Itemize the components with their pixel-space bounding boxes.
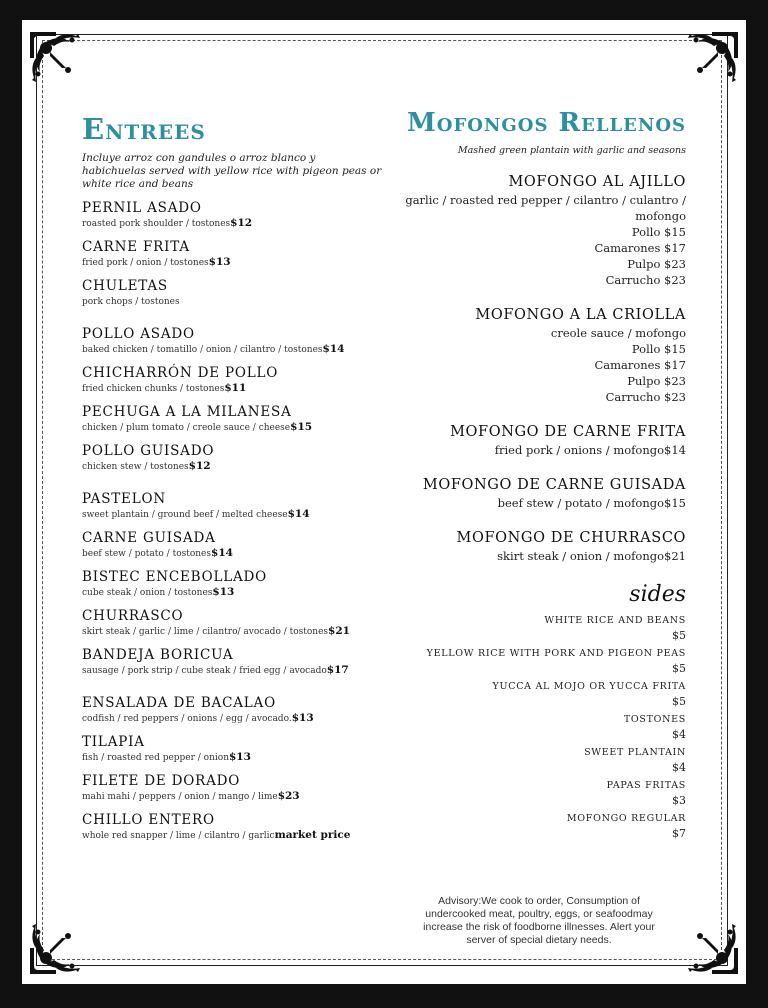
item-name: MOFONGO AL AJILLO <box>508 174 686 190</box>
item-description <box>82 421 382 435</box>
item-desc-text: cube steak / onion / tostones <box>82 588 213 598</box>
item-desc-text: roasted pork shoulder / tostones <box>82 219 231 229</box>
protein-option <box>402 357 686 373</box>
option-price: $15 <box>664 225 686 239</box>
item-desc-text: chicken stew / tostones <box>82 462 189 472</box>
item-price: $14 <box>211 547 233 559</box>
menu-item <box>82 568 382 600</box>
item-name: MOFONGO A LA CRIOLLA <box>475 307 686 323</box>
side-price: $5 <box>672 662 686 675</box>
side-item <box>402 778 686 809</box>
item-name: TILAPIA <box>82 734 145 750</box>
item-desc-text: sweet plantain / ground beef / melted cheese <box>82 510 288 520</box>
menu-item <box>82 733 382 765</box>
menu-item <box>82 529 382 561</box>
menu-item <box>82 607 382 639</box>
option-label: Pulpo <box>627 374 661 388</box>
mofongos-title: Mofongos Rellenos <box>407 108 686 138</box>
item-desc-text: fried pork / onion / tostones <box>82 258 209 268</box>
option-price: $23 <box>664 390 686 404</box>
side-name: TOSTONES <box>623 714 686 725</box>
item-desc-text: baked chicken / tomatillo / onion / cilantro / tostones <box>82 345 323 355</box>
side-name: YUCCA AL MOJO OR YUCCA FRITA <box>492 681 686 692</box>
item-price: $13 <box>291 712 314 724</box>
mofongo-item <box>402 529 686 564</box>
entrees-title: Entrees <box>82 112 206 146</box>
item-name: CHULETAS <box>82 278 168 294</box>
menu-item <box>82 490 382 522</box>
item-desc-text: sausage / pork strip / cube steak / fried egg / avocado <box>82 666 327 676</box>
item-price: $23 <box>277 790 300 802</box>
item-desc-text: fried pork / onions / mofongo <box>494 443 665 457</box>
side-item <box>402 712 686 743</box>
item-price: $12 <box>230 217 253 229</box>
item-name: CHICHARRÓN DE POLLO <box>82 365 279 381</box>
item-price: $13 <box>229 751 251 763</box>
option-label: Camarones <box>594 358 661 372</box>
item-description <box>82 664 382 678</box>
menu-item <box>82 646 382 678</box>
item-name: CARNE GUISADA <box>82 530 216 546</box>
side-list <box>402 613 686 842</box>
item-price: $17 <box>326 664 349 676</box>
menu-page <box>22 20 746 984</box>
ornament-corner-icon <box>26 914 90 978</box>
item-desc-text: fried chicken chunks / tostones <box>82 384 225 394</box>
item-name: CHURRASCO <box>82 608 184 624</box>
item-description <box>82 382 382 396</box>
item-price: $14 <box>287 508 310 520</box>
side-name: PAPAS FRITAS <box>606 780 686 791</box>
item-price: market price <box>274 829 351 841</box>
ornament-corner-icon <box>678 914 742 978</box>
option-label: Pollo <box>631 342 661 356</box>
item-name: MOFONGO DE CHURRASCO <box>456 530 686 546</box>
sides-title: sides <box>629 582 686 607</box>
item-price: $13 <box>212 586 235 598</box>
item-desc-text: beef stew / potato / tostones <box>82 549 212 559</box>
item-desc-text: whole red snapper / lime / cilantro / garlic <box>82 831 275 841</box>
side-item <box>402 646 686 677</box>
side-price: $3 <box>672 794 686 807</box>
mofongo-item <box>402 306 686 405</box>
menu-item <box>82 199 382 231</box>
menu-item <box>82 325 382 357</box>
item-desc-text: skirt steak / garlic / lime / cilantro/ avocado / tostones <box>82 627 329 637</box>
menu-item <box>82 277 382 309</box>
item-description <box>82 625 382 639</box>
item-description <box>82 586 382 600</box>
item-name: MOFONGO DE CARNE GUISADA <box>422 477 686 493</box>
option-price: $23 <box>664 273 686 287</box>
advisory-note: Advisory:We cook to order, Consumption of undercooked meat, poultry, eggs, or seafoodmay increase the risk of foodborne illnesses. Alert your server of special dietary needs. <box>423 895 655 946</box>
item-desc-text: mahi mahi / peppers / onion / mango / lime <box>82 792 278 802</box>
entrees-subtitle: Incluye arroz con gandules o arroz blanco y habichuelas served with yellow rice with pigeon peas or white rice and beans <box>82 152 382 190</box>
side-price: $5 <box>672 695 686 708</box>
side-item <box>402 811 686 842</box>
item-price: $14 <box>322 343 345 355</box>
option-label: Pulpo <box>627 257 661 271</box>
side-item <box>402 745 686 776</box>
protein-option <box>402 224 686 240</box>
item-desc-text: pork chops / tostones <box>82 297 180 307</box>
option-price: $23 <box>664 257 686 271</box>
item-description <box>82 829 382 843</box>
option-label: Pollo <box>631 225 661 239</box>
item-desc-text: creole sauce / mofongo <box>550 326 686 340</box>
side-price: $4 <box>672 761 686 774</box>
item-description <box>402 548 686 564</box>
protein-option <box>402 272 686 288</box>
item-price: $21 <box>664 549 686 563</box>
item-name: PECHUGA A LA MILANESA <box>82 404 292 420</box>
item-price: $15 <box>290 421 313 433</box>
item-description <box>82 295 382 309</box>
item-name: BISTEC ENCEBOLLADO <box>82 569 268 585</box>
entrees-section <box>82 112 382 850</box>
item-description <box>82 217 382 231</box>
ornament-corner-icon <box>678 28 742 92</box>
option-label: Carrucho <box>605 390 661 404</box>
item-desc-text: codfish / red peppers / onions / egg / avocado. <box>82 714 292 724</box>
item-description <box>82 790 382 804</box>
mofongo-list <box>402 173 686 564</box>
item-price: $21 <box>328 625 350 637</box>
menu-item <box>82 403 382 435</box>
menu-item <box>82 772 382 804</box>
ornament-corner-icon <box>26 28 90 92</box>
entree-list <box>82 199 382 843</box>
side-item <box>402 613 686 644</box>
item-description <box>402 495 686 511</box>
item-description <box>82 751 382 765</box>
item-description <box>82 712 382 726</box>
item-price: $12 <box>188 460 211 472</box>
item-price: $15 <box>664 496 686 510</box>
item-description <box>82 460 382 474</box>
side-name: MOFONGO REGULAR <box>566 813 686 824</box>
mofongo-item <box>402 476 686 511</box>
item-name: MOFONGO DE CARNE FRITA <box>450 424 686 440</box>
item-desc-text: chicken / plum tomato / creole sauce / cheese <box>82 423 291 433</box>
item-price: $13 <box>208 256 231 268</box>
item-name: CARNE FRITA <box>82 239 190 255</box>
item-desc-text: garlic / roasted red pepper / cilantro / culantro / mofongo <box>405 193 686 223</box>
option-label: Carrucho <box>605 273 661 287</box>
side-name: SWEET PLANTAIN <box>584 747 686 758</box>
item-price: $14 <box>664 443 686 457</box>
item-description <box>402 325 686 341</box>
option-price: $17 <box>664 241 686 255</box>
mofongo-item <box>402 423 686 458</box>
menu-item <box>82 694 382 726</box>
item-name: ENSALADA DE BACALAO <box>82 695 276 711</box>
protein-option <box>402 373 686 389</box>
item-name: POLLO ASADO <box>82 326 195 342</box>
menu-item <box>82 364 382 396</box>
side-price: $5 <box>672 629 686 642</box>
option-label: Camarones <box>594 241 661 255</box>
item-description <box>402 192 686 224</box>
item-price: $11 <box>224 382 247 394</box>
menu-item <box>82 811 382 843</box>
option-price: $15 <box>664 342 686 356</box>
item-name: PERNIL ASADO <box>82 200 202 216</box>
side-name: YELLOW RICE WITH PORK AND PIGEON PEAS <box>426 648 686 659</box>
item-name: POLLO GUISADO <box>82 443 215 459</box>
item-desc-text: beef stew / potato / mofongo <box>497 496 665 510</box>
item-description <box>82 256 382 270</box>
side-name: WHITE RICE AND BEANS <box>544 615 686 626</box>
item-description <box>82 508 382 522</box>
item-name: CHILLO ENTERO <box>82 812 215 828</box>
item-name: PASTELON <box>82 491 166 507</box>
protein-option <box>402 240 686 256</box>
mofongo-item <box>402 173 686 288</box>
item-desc-text: fish / roasted red pepper / onion <box>82 753 229 763</box>
protein-option <box>402 341 686 357</box>
option-price: $17 <box>664 358 686 372</box>
side-price: $7 <box>672 827 686 840</box>
side-price: $4 <box>672 728 686 741</box>
mofongos-section <box>402 108 686 844</box>
item-description <box>82 547 382 561</box>
item-description <box>82 343 382 357</box>
mofongos-subtitle: Mashed green plantain with garlic and seasons <box>457 145 686 156</box>
side-item <box>402 679 686 710</box>
item-name: FILETE DE DORADO <box>82 773 241 789</box>
protein-option <box>402 256 686 272</box>
item-description <box>402 442 686 458</box>
item-name: BANDEJA BORICUA <box>82 647 234 663</box>
item-desc-text: skirt steak / onion / mofongo <box>497 549 665 563</box>
menu-item <box>82 442 382 474</box>
protein-option <box>402 389 686 405</box>
option-price: $23 <box>664 374 686 388</box>
menu-item <box>82 238 382 270</box>
